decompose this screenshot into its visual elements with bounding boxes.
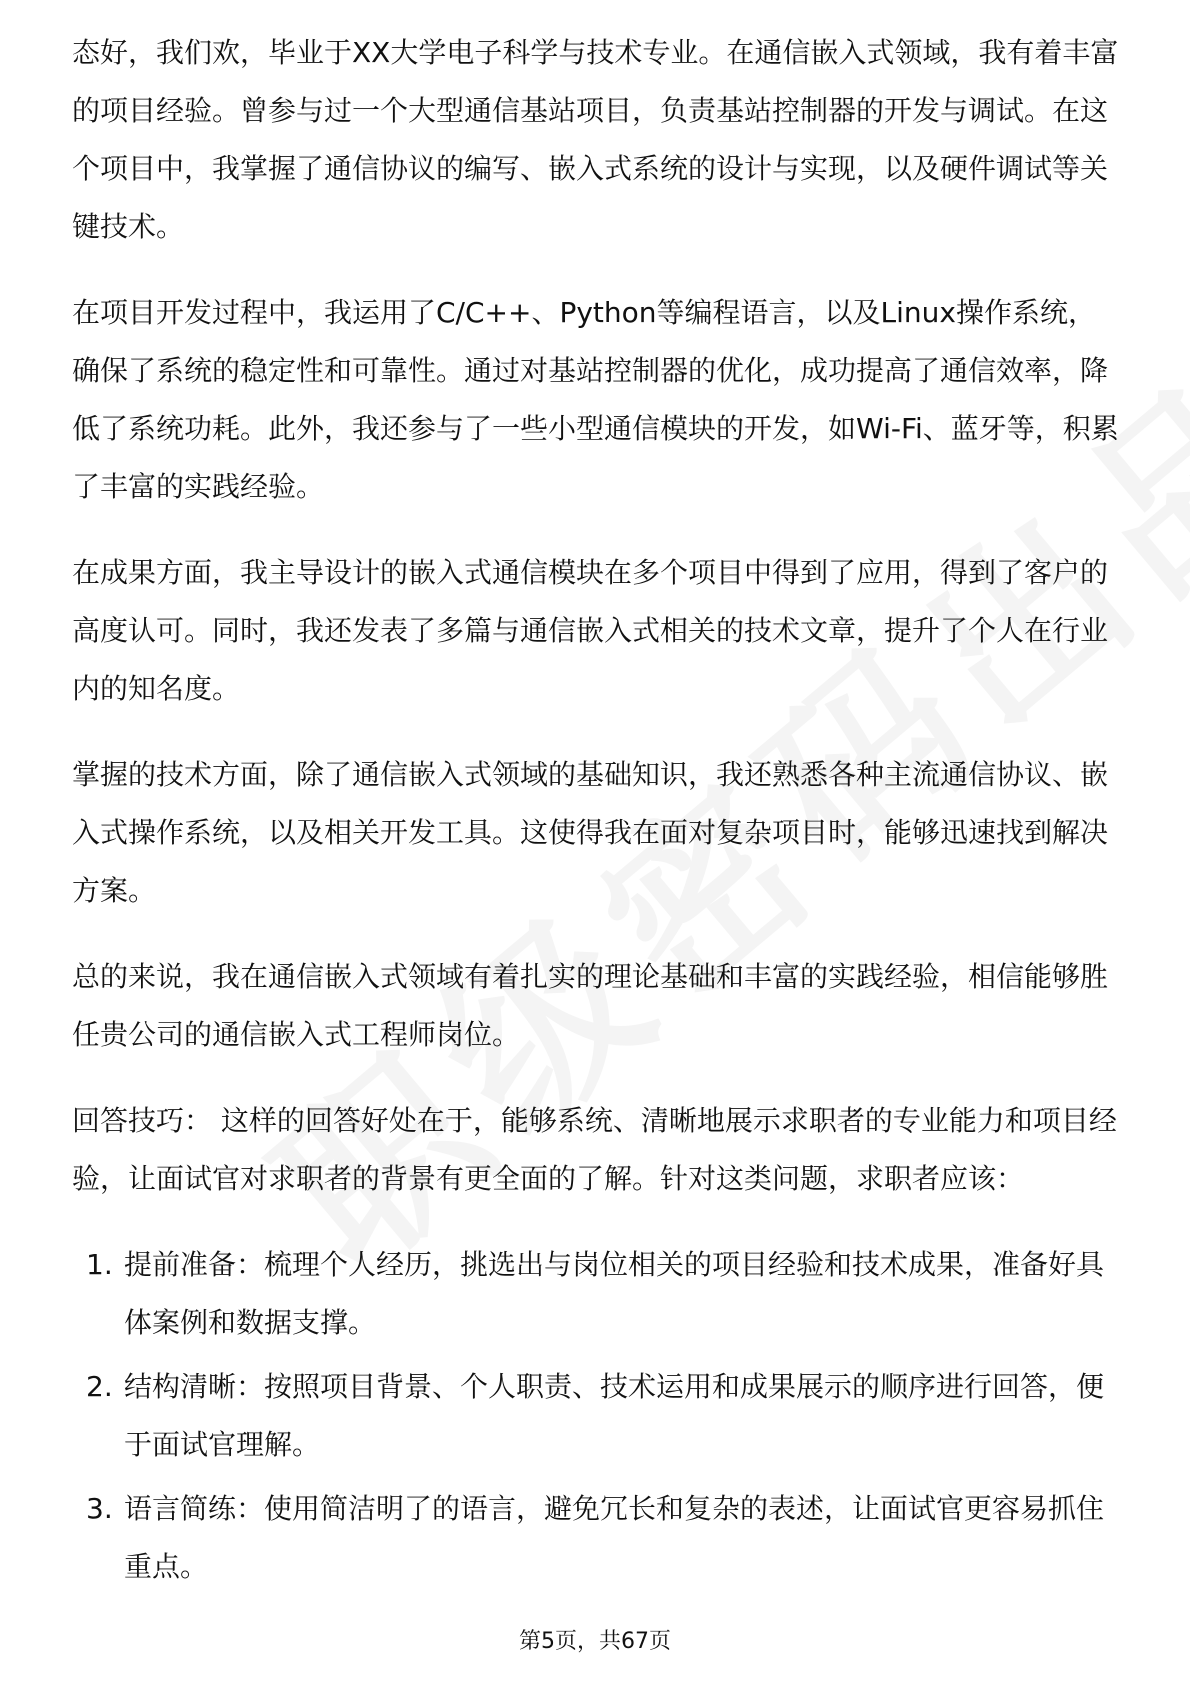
paragraph-intro: 态好，我们欢，毕业于XX大学电子科学与技术专业。在通信嵌入式领域，我有着丰富的项目经验。曾参与过一个大型通信基站项目，负责基站控制器的开发与调试。在这个项目中，我掌握了通信协议的编写、嵌入式系统的设计与实现，以及硬件调试等关键技术。	[72, 36, 1119, 243]
paragraph-achievements: 在成果方面，我主导设计的嵌入式通信模块在多个项目中得到了应用，得到了客户的高度认可。同时，我还发表了多篇与通信嵌入式相关的技术文章，提升了个人在行业内的知名度。	[72, 556, 1109, 705]
list-item	[72, 1358, 1122, 1474]
paragraph-development: 在项目开发过程中，我运用了C/C++、Python等编程语言，以及Linux操作系统，确保了系统的稳定性和可靠性。通过对基站控制器的优化，成功提高了通信效率，降低了系统功耗。此外，我还参与了一些小型通信模块的开发，如Wi-Fi、蓝牙等，积累了丰富的实践经验。	[72, 296, 1119, 503]
list-item-text: 语言简练：使用简洁明了的语言，避免冗长和复杂的表述，让面试官更容易抓住重点。	[124, 1492, 1105, 1583]
paragraph-summary: 总的来说，我在通信嵌入式领域有着扎实的理论基础和丰富的实践经验，相信能够胜任贵公司的通信嵌入式工程师岗位。	[72, 960, 1109, 1051]
tips-list	[72, 1236, 1122, 1596]
list-item-text: 提前准备：梳理个人经历，挑选出与岗位相关的项目经验和技术成果，准备好具体案例和数据支撑。	[124, 1248, 1105, 1339]
list-number: 1.	[86, 1248, 113, 1281]
list-number: 2.	[86, 1370, 113, 1403]
list-item	[72, 1236, 1122, 1352]
document-body	[72, 28, 1122, 1602]
paragraph-skills: 掌握的技术方面，除了通信嵌入式领域的基础知识，我还熟悉各种主流通信协议、嵌入式操作系统，以及相关开发工具。这使得我在面对复杂项目时，能够迅速找到解决方案。	[72, 758, 1109, 907]
paragraph-answer-tips: 回答技巧： 这样的回答好处在于，能够系统、清晰地展示求职者的专业能力和项目经验，让面试官对求职者的背景有更全面的了解。针对这类问题，求职者应该：	[72, 1104, 1117, 1195]
list-item-text: 结构清晰：按照项目背景、个人职责、技术运用和成果展示的顺序进行回答，便于面试官理解。	[124, 1370, 1105, 1461]
list-item	[72, 1480, 1122, 1596]
page-number-footer: 第5页，共67页	[519, 1629, 671, 1654]
list-number: 3.	[86, 1492, 113, 1525]
